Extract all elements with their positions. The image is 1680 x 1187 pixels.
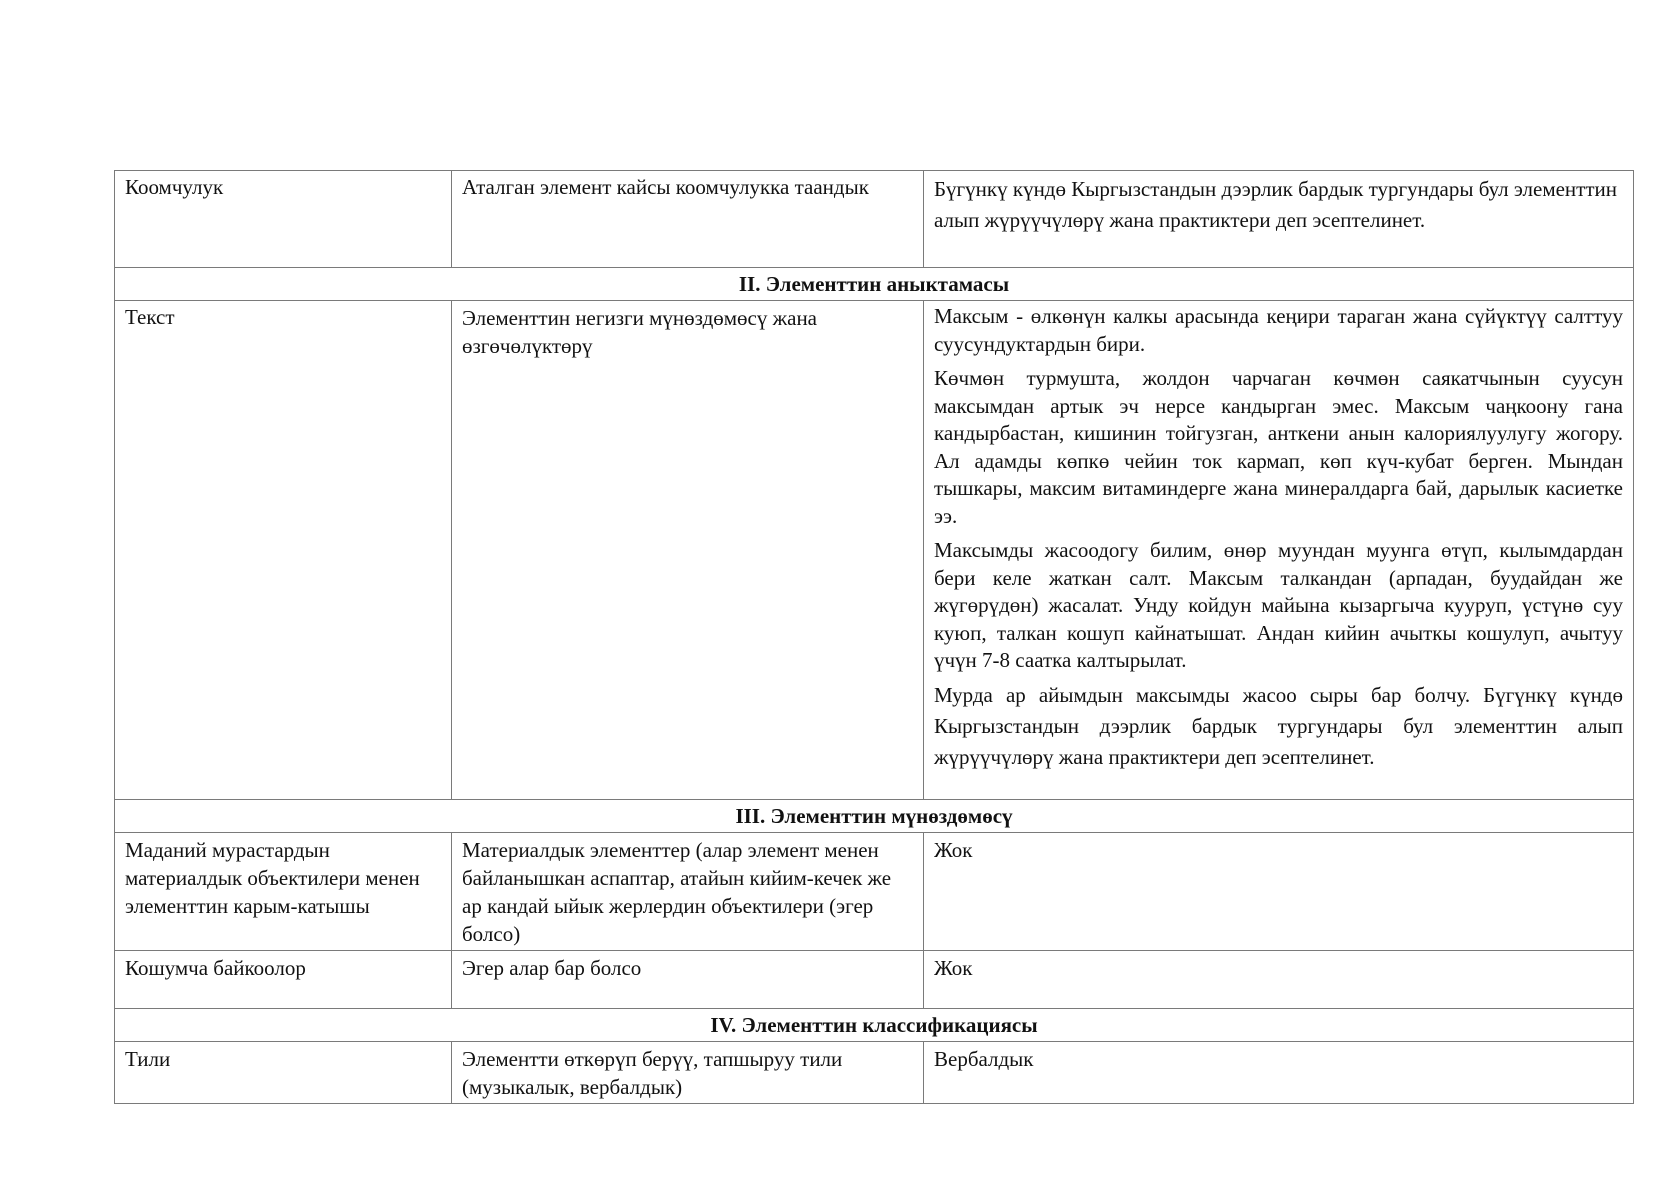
table-row-language: [115, 1042, 1634, 1104]
cell-question-extra: Эгер алар бар болсо: [452, 951, 924, 1009]
cell-question-text: Элементтин негизги мүнөздөмөсү жана өзгөчөлүктөрү: [452, 301, 924, 800]
description-paragraph-3: Максымды жасоодогу билим, өнөр муундан муунга өтүп, кылымдардан бери келе жаткан салт. Максым талкандан (арпадан, буудайдан же жүгөрүдөн) жасалат. Унду койдун майына кызаргыча кууруп, үстүнө суу куюп, талкан кошуп кайнатышат. Андан кийин ачыткы кошулуп, ачытуу үчүн 7-8 саатка калтырылат.: [934, 538, 1623, 672]
cell-label-language: Тили: [115, 1042, 452, 1104]
section-title-classification: IV. Элементтин классификациясы: [115, 1009, 1634, 1042]
cell-label-extra: Кошумча байкоолор: [115, 951, 452, 1009]
cell-description-text: [924, 301, 1634, 800]
section-title-characteristics: III. Элементтин мүнөздөмөсү: [115, 800, 1634, 833]
description-paragraph-1: Максым - өлкөнүн калкы арасында кеңири тараган жана сүйүктүү салттуу суусундуктардын бири.: [934, 304, 1623, 356]
cell-question-language: Элементти өткөрүп берүү, тапшыруу тили (музыкалык, вербалдык): [452, 1042, 924, 1104]
cell-label-community: Коомчулук: [115, 171, 452, 268]
cell-label-text: Текст: [115, 301, 452, 800]
cell-answer-extra: Жок: [924, 951, 1634, 1009]
cell-answer-material: Жок: [924, 833, 1634, 951]
table-row-material: [115, 833, 1634, 951]
cell-question-material: Материалдык элементтер (алар элемент менен байланышкан аспаптар, атайын кийим-кечек же ар кандай ыйык жерлердин объектилери (эгер болсо): [452, 833, 924, 951]
table-row-extra: [115, 951, 1634, 1009]
table-row-community: [115, 171, 1634, 268]
section-header-row-3: [115, 800, 1634, 833]
section-header-row-4: [115, 1009, 1634, 1042]
description-paragraph-2: Көчмөн турмушта, жолдон чарчаган көчмөн саякатчынын суусун максымдан артык эч нерсе кандырган эмес. Максым чаңкоону гана кандырбастан, кишинин тойгузган, анткени анын калориялуулугу жогору. Ал адамды көпкө чейин ток кармап, көп күч-кубат берген. Мындан тышкары, максим витаминдерге жана минералдарга бай, дарылык касиетке ээ.: [934, 366, 1623, 528]
cell-answer-community: Бүгүнкү күндө Кыргызстандын дээрлик бардык тургундары бул элементтин алып жүрүүчүлөрү жана практиктери деп эсептелинет.: [924, 171, 1634, 268]
section-header-row-2: [115, 268, 1634, 301]
section-title-definition: II. Элементтин аныктамасы: [115, 268, 1634, 301]
description-paragraph-4: Мурда ар айымдын максымды жасоо сыры бар болчу. Бүгүнкү күндө Кыргызстандын дээрлик бардык тургундары бул элементтин алып жүрүүчүлөрү жана практиктери деп эсептелинет.: [934, 682, 1623, 769]
table-row-text: [115, 301, 1634, 800]
cell-answer-language: Вербалдык: [924, 1042, 1634, 1104]
cell-label-material: Маданий мурастардын материалдык объектилери менен элементтин карым-катышы: [115, 833, 452, 951]
heritage-element-table: [114, 170, 1634, 1104]
cell-question-community: Аталган элемент кайсы коомчулукка таандык: [452, 171, 924, 268]
